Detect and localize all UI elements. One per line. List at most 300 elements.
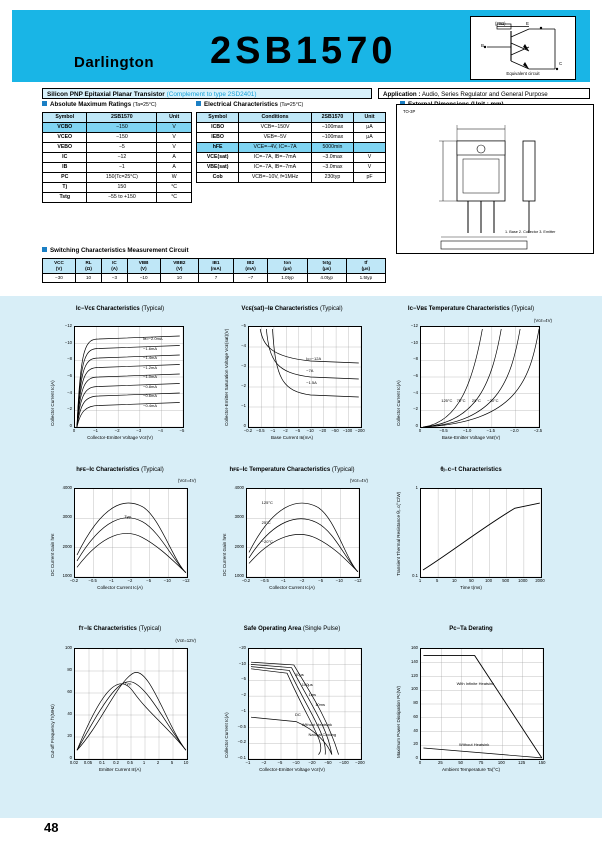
y-tick-label: −12 — [410, 323, 418, 328]
bullet-square-icon — [196, 101, 201, 106]
table-row — [197, 143, 386, 153]
x-tick-label: −100 — [342, 427, 353, 433]
table-cell: μA — [354, 123, 386, 133]
curve-label: Without Heatsink — [459, 741, 490, 747]
curve-label: 125°C — [261, 500, 273, 506]
x-tick-label: −0.5 — [260, 577, 269, 583]
table-cell: −7 — [233, 274, 268, 283]
x-tick-label: −5 — [179, 427, 185, 433]
y-tick-label: 3000 — [62, 514, 72, 520]
x-tick-label: −12 — [354, 577, 362, 583]
table-cell: pF — [354, 173, 386, 183]
y-tick-label: 20 — [67, 733, 72, 738]
x-tick-label: −0.2 — [241, 577, 251, 583]
x-tick-label: −4 — [158, 427, 163, 433]
curve-label: 100μs — [301, 682, 313, 688]
chart-title: Safe Operating Area (Single Pulse) — [243, 626, 341, 632]
x-tick-label: −2 — [299, 577, 305, 583]
chart-title: Iᴄ−Vʙᴇ Temperature Characteristics (Typical) — [407, 306, 535, 312]
curve-label: −20°C — [487, 398, 499, 403]
terminal-b-label: B — [481, 43, 484, 48]
chart-vcesat-ib — [212, 306, 372, 446]
x-tick-label: 50 — [458, 759, 463, 765]
x-axis-label: Collector Current Iᴄ(A) — [269, 585, 315, 590]
y-tick-label: 40 — [413, 727, 418, 733]
elec-note: (Ta=25°C) — [279, 102, 304, 108]
y-tick-label: −10 — [64, 339, 72, 345]
curve-label: 10μs — [295, 672, 304, 678]
plot-area — [248, 648, 362, 760]
x-tick-label: 1000 — [518, 577, 528, 583]
y-tick-label: 3000 — [234, 514, 244, 520]
table-header-cell: VBB2 (V) — [160, 259, 199, 274]
table-cell: −3.0max — [311, 163, 353, 173]
y-tick-label: 0 — [69, 755, 72, 760]
electrical-characteristics-table — [196, 112, 386, 183]
x-tick-label: −1 — [108, 577, 114, 583]
x-tick-label: −0.2 — [69, 577, 79, 583]
y-tick-label: −4 — [241, 343, 246, 348]
y-axis-label: Cut-off Frequency fᴛ(MHz) — [50, 704, 55, 758]
x-axis-label: Base-Emitter Voltage Vʙᴇ(V) — [441, 435, 501, 440]
y-tick-label: 120 — [411, 672, 418, 678]
complement-text: (Complement to type 2SD2401) — [166, 91, 257, 98]
chart-condition: (Vᴄᴇ=4V) — [349, 478, 368, 483]
y-tick-label: −4 — [67, 389, 72, 395]
y-tick-label: −10 — [410, 339, 418, 345]
y-tick-label: 1 — [415, 485, 418, 490]
bullet-square-icon — [42, 101, 47, 106]
x-tick-label: −50 — [324, 759, 332, 765]
chart-ft-ie — [40, 626, 200, 776]
curve-label: −1.6mA — [143, 345, 158, 351]
table-cell: 150(Tc=25°C) — [87, 173, 157, 183]
terminal-c-label: C — [559, 61, 563, 66]
y-axis-label: Maximum Power Dissipation Pᴄ(W) — [396, 686, 401, 758]
x-tick-label: −200 — [355, 427, 365, 433]
x-tick-label: −2.5 — [533, 427, 543, 433]
table-cell: −100max — [311, 133, 353, 143]
y-tick-label: −20 — [238, 645, 246, 650]
table-header-cell: ton (μs) — [268, 259, 307, 274]
table-cell: hFE — [197, 143, 239, 153]
x-tick-label: −2.0 — [510, 427, 519, 433]
x-tick-label: −2 — [282, 427, 288, 433]
external-dimensions-box — [396, 104, 594, 254]
table-cell: −5 — [87, 143, 157, 153]
table-cell: VCEO — [43, 133, 87, 143]
x-tick-label: 75 — [478, 759, 484, 765]
table-header-row — [43, 113, 192, 123]
plot-area — [74, 326, 184, 428]
y-axis-label: Collector Current Iᴄ(A) — [224, 712, 229, 758]
chart-title: Pᴄ−Ta Derating — [449, 626, 493, 632]
chart-hfe-ic — [40, 466, 200, 606]
x-tick-label: 1 — [418, 577, 422, 583]
curve-label: −1.0mA — [143, 374, 158, 379]
y-tick-label: −6 — [67, 373, 72, 378]
curve-label: −0.4mA — [143, 402, 158, 408]
table-cell: W — [157, 173, 192, 183]
curve-label: −7A — [306, 368, 314, 373]
y-tick-label: 0 — [415, 755, 418, 760]
x-tick-label: −1 — [93, 427, 98, 433]
y-tick-label: 2000 — [234, 543, 244, 549]
table-cell: −3 — [102, 274, 127, 283]
x-tick-label: 25 — [437, 759, 443, 765]
curve-label: 25°C — [471, 398, 481, 403]
x-tick-label: 100 — [485, 577, 493, 583]
x-tick-label: 150 — [538, 759, 546, 765]
y-tick-label: −5 — [241, 323, 246, 328]
table-cell: Tstg — [43, 193, 87, 203]
application-label: Application : — [383, 91, 421, 98]
table-cell: IC=−7A, IB=−7mA — [239, 163, 312, 173]
x-axis-label: Base Current Iʙ(mA) — [270, 435, 313, 440]
x-tick-label: −5 — [277, 759, 283, 765]
x-tick-label: −50 — [331, 427, 339, 433]
table-row — [197, 153, 386, 163]
elec-heading — [196, 101, 303, 108]
y-tick-label: −8 — [413, 356, 418, 362]
chart-title: hꜰᴇ−Iᴄ Characteristics (Typical) — [76, 467, 164, 473]
y-tick-label: −2 — [241, 383, 246, 388]
chart-condition: (Vᴄᴇ=12V) — [175, 638, 196, 643]
x-tick-label: 0.2 — [113, 759, 119, 765]
y-tick-label: 160 — [411, 645, 418, 650]
y-tick-label: 40 — [67, 711, 72, 716]
table-cell: −150 — [87, 133, 157, 143]
x-tick-label: 10 — [451, 577, 457, 583]
switching-heading — [42, 247, 189, 254]
y-tick-label: 140 — [411, 658, 418, 664]
table-cell: −12 — [87, 153, 157, 163]
curve-label: DC — [295, 711, 301, 717]
plot-area — [420, 488, 542, 578]
application-text: Audio, Series Regulator and General Purpose — [420, 91, 548, 98]
x-tick-label: −1 — [245, 759, 251, 765]
y-tick-label: 1000 — [234, 573, 244, 578]
y-tick-label: 60 — [413, 713, 418, 719]
table-cell: A — [157, 153, 192, 163]
y-tick-label: 60 — [67, 689, 72, 694]
application-bar — [378, 88, 590, 99]
chart-title: Vᴄᴇ(sat)−Iʙ Characteristics (Typical) — [241, 306, 343, 312]
chart-title: fᴛ−Iᴇ Characteristics (Typical) — [78, 626, 162, 632]
x-tick-label: −2 — [261, 759, 267, 765]
curve-label: −0.6mA — [143, 393, 158, 398]
family-label: Darlington — [74, 54, 154, 71]
chart-hfe-temp — [212, 466, 372, 606]
table-cell: VEBO — [43, 143, 87, 153]
x-tick-label: −100 — [339, 759, 349, 765]
plot-area — [420, 326, 540, 428]
bullet-square-icon — [42, 247, 47, 252]
y-tick-label: 1000 — [62, 573, 72, 578]
part-number-title: 2SB1570 — [210, 30, 397, 72]
curve-label: 75°C — [456, 398, 466, 403]
curve-label: Typ. — [124, 514, 132, 520]
table-cell: 230typ — [311, 173, 353, 183]
table-cell: ICBO — [197, 123, 239, 133]
table-cell: −100max — [311, 123, 353, 133]
pin-assignment-note: 1. Base 2. Collector 3. Emitter — [505, 230, 556, 234]
y-axis-label: Collector Current Iᴄ(A) — [396, 380, 401, 426]
table-header-cell: RL (Ω) — [75, 259, 101, 274]
x-tick-label: 5 — [435, 577, 439, 583]
y-tick-label: −0.1 — [237, 755, 246, 760]
table-row — [43, 183, 192, 193]
table-cell: −10 — [127, 274, 160, 283]
curve-label: −1.4mA — [143, 355, 158, 360]
table-row — [43, 143, 192, 153]
x-tick-label: −1.0 — [463, 427, 472, 433]
terminal-e-label: E — [526, 21, 529, 26]
table-row — [197, 163, 386, 173]
col-symbol: Symbol — [197, 113, 239, 123]
device-description-text: Silicon PNP Epitaxial Planar Transistor — [47, 91, 165, 98]
curve-label: Typ. — [124, 681, 132, 686]
x-tick-label: −20 — [319, 427, 327, 433]
x-tick-label: −10 — [335, 577, 343, 583]
table-row — [43, 173, 192, 183]
y-tick-label: −4 — [413, 389, 418, 395]
x-tick-label: −5 — [318, 577, 324, 583]
equivalent-circuit-caption: Equivalent circuit — [506, 71, 540, 76]
y-tick-label: 4000 — [62, 485, 72, 490]
table-cell: °C — [157, 183, 192, 193]
x-tick-label: 0.1 — [99, 759, 105, 765]
y-tick-label: 20 — [413, 741, 418, 747]
table-cell: V — [157, 133, 192, 143]
table-header-cell: tstg (μs) — [307, 259, 346, 274]
table-header-cell: IB1 (mA) — [199, 259, 234, 274]
y-tick-label: −10 — [238, 660, 246, 666]
page-number: 48 — [44, 820, 59, 835]
table-cell: −30 — [43, 274, 76, 283]
x-axis-label: Time t(ms) — [460, 585, 482, 590]
table-cell: V — [157, 123, 192, 133]
x-tick-label: −3 — [136, 427, 142, 433]
x-tick-label: −10 — [163, 577, 171, 583]
table-cell: IEBO — [197, 133, 239, 143]
y-tick-label: −2 — [67, 406, 72, 412]
y-axis-label: DC Current Gain hꜰᴇ — [222, 533, 227, 576]
curve-label: 125°C — [441, 398, 453, 403]
table-cell: μA — [354, 133, 386, 143]
x-axis-label: Collector-Emitter Voltage Vᴄᴇ(V) — [87, 435, 153, 440]
y-tick-label: −6 — [413, 373, 418, 378]
table-cell: VEB=−5V — [239, 133, 312, 143]
curve-label: Without Heatsink — [301, 721, 332, 727]
curve-label: Iᴄ=−12A — [306, 356, 322, 361]
y-axis-label: Collector Current Iᴄ(A) — [50, 380, 55, 426]
x-tick-label: −12 — [182, 577, 190, 583]
curve-label: Iʙ=−2.0mA — [143, 336, 163, 341]
x-tick-label: −10 — [306, 427, 314, 433]
y-tick-label: 80 — [67, 667, 72, 672]
chart-condition: (Vᴄᴇ=4V) — [533, 318, 552, 323]
table-header-cell: VBB (V) — [127, 259, 160, 274]
table-row — [43, 274, 386, 283]
x-tick-label: 100 — [497, 759, 505, 765]
table-cell: IB — [43, 163, 87, 173]
x-tick-label: 0 — [418, 427, 422, 433]
x-tick-label: −0.2 — [243, 427, 253, 433]
table-cell: PC — [43, 173, 87, 183]
curve-label: 10ms — [315, 701, 325, 707]
curve-label: With Infinite Heatsink — [456, 681, 495, 686]
y-tick-label: 80 — [413, 700, 418, 705]
device-description-bar — [42, 88, 372, 99]
x-tick-label: −1 — [280, 577, 286, 583]
x-tick-label: 0 — [72, 427, 76, 433]
absolute-maximum-ratings-table — [42, 112, 192, 203]
x-tick-label: −2 — [127, 577, 133, 583]
curve-label: 25°C — [261, 519, 271, 525]
table-cell: VCE(sat) — [197, 153, 239, 163]
table-cell: 1.0typ — [268, 274, 307, 283]
table-cell: 4.0typ — [307, 274, 346, 283]
table-row — [43, 163, 192, 173]
table-cell: V — [354, 163, 386, 173]
col-conditions: Conditions — [239, 113, 312, 123]
chart-title: hꜰᴇ−Iᴄ Temperature Characteristics (Typical) — [229, 467, 355, 473]
x-axis-label: Collector Current Iᴄ(A) — [97, 585, 143, 590]
y-tick-label: 0 — [243, 423, 246, 428]
table-header-row — [197, 113, 386, 123]
x-tick-label: −1 — [270, 427, 276, 433]
table-cell — [354, 143, 386, 153]
table-cell: −150 — [87, 123, 157, 133]
col-symbol: Symbol — [43, 113, 87, 123]
package-name-label: TO-3P — [403, 109, 416, 114]
y-axis-label: Transient Thermal Resistance θⱼ₋ᴄ(°C/W) — [396, 491, 401, 576]
equivalent-circuit-diagram — [471, 17, 575, 79]
x-tick-label: 0.02 — [69, 759, 79, 765]
x-tick-label: −2 — [114, 427, 120, 433]
package-outline-drawing — [397, 105, 593, 253]
x-tick-label: 50 — [469, 577, 474, 583]
table-cell: 7 — [199, 274, 234, 283]
x-tick-label: −0.5 — [256, 427, 265, 433]
chart-title: θⱼ₋ᴄ−t Characteristics — [440, 467, 502, 473]
table-cell: Cob — [197, 173, 239, 183]
equivalent-circuit-box — [470, 16, 576, 80]
curve-label: 1ms — [308, 692, 317, 697]
y-tick-label: 0.1 — [412, 573, 418, 578]
table-header-cell: IB2 (mA) — [233, 259, 268, 274]
plot-area — [74, 488, 188, 578]
y-tick-label: −12 — [64, 323, 72, 328]
x-axis-label: Collector-Emitter Voltage Vᴄᴇ(V) — [259, 767, 325, 772]
table-cell: 150 — [87, 183, 157, 193]
chart-ic-vce — [40, 306, 200, 446]
table-cell: IC — [43, 153, 87, 163]
chart-theta-t — [386, 466, 556, 606]
table-cell: V — [157, 143, 192, 153]
x-tick-label: 500 — [502, 577, 510, 583]
table-cell: −55 to +150 — [87, 193, 157, 203]
switching-characteristics-table — [42, 258, 386, 283]
y-tick-label: −1 — [241, 707, 246, 713]
table-cell: VCE=−4V, IC=−7A — [239, 143, 312, 153]
table-cell: VCB=−150V — [239, 123, 312, 133]
col-unit: Unit — [354, 113, 386, 123]
y-tick-label: 2000 — [62, 543, 72, 549]
x-axis-label: Emitter Current Iᴇ(A) — [98, 767, 142, 772]
table-cell: 10 — [160, 274, 199, 283]
curve-label: Natural Cooling — [308, 731, 337, 737]
table-cell: VCBO — [43, 123, 87, 133]
col-value: 2SB1570 — [311, 113, 353, 123]
abs-max-heading — [42, 101, 156, 108]
curve-label: −1.2mA — [143, 364, 158, 370]
y-tick-label: −2 — [413, 406, 418, 412]
x-tick-label: −0.5 — [439, 427, 448, 433]
table-cell: Tj — [43, 183, 87, 193]
chart-condition: (Vᴄᴇ=4V) — [177, 478, 196, 483]
y-tick-label: 100 — [411, 686, 418, 692]
plot-area — [248, 326, 362, 428]
x-tick-label: −5 — [295, 427, 301, 433]
table-cell: 1.5typ — [346, 274, 385, 283]
table-cell: 5000min — [311, 143, 353, 153]
switching-title: Switching Characteristics Measurement Circuit — [50, 247, 189, 254]
x-tick-label: −200 — [355, 759, 365, 765]
x-tick-label: −0.5 — [88, 577, 97, 583]
chart-pc-ta — [386, 626, 556, 776]
y-tick-label: −8 — [67, 356, 72, 362]
table-row — [43, 193, 192, 203]
col-value: 2SB1570 — [87, 113, 157, 123]
table-row — [43, 153, 192, 163]
table-header-cell: IC (A) — [102, 259, 127, 274]
table-cell: −3.0max — [311, 153, 353, 163]
chart-ic-vbe — [386, 306, 556, 446]
x-tick-label: 0.5 — [127, 759, 133, 765]
table-cell: V — [354, 153, 386, 163]
y-tick-label: 0 — [69, 423, 72, 428]
x-tick-label: 10 — [183, 759, 189, 765]
plot-area — [74, 648, 188, 760]
x-tick-label: −20 — [308, 759, 316, 765]
table-cell: VBE(sat) — [197, 163, 239, 173]
x-tick-label: 0.05 — [83, 759, 93, 765]
y-tick-label: 100 — [65, 645, 72, 650]
y-tick-label: 4000 — [234, 485, 244, 490]
x-tick-label: −10 — [292, 759, 300, 765]
y-axis-label: DC Current Gain hꜰᴇ — [50, 533, 55, 576]
y-tick-label: −3 — [241, 363, 246, 368]
resistor-value-label: (70Ω) — [495, 21, 506, 26]
table-row — [43, 123, 192, 133]
abs-max-note: (Ta=25°C) — [132, 102, 157, 108]
table-cell: 10 — [75, 274, 101, 283]
y-tick-label: −2 — [241, 692, 246, 698]
table-row — [43, 133, 192, 143]
y-tick-label: −5 — [241, 676, 246, 682]
x-tick-label: −5 — [146, 577, 152, 583]
table-header-cell: tf (μs) — [346, 259, 385, 274]
table-cell: VCB=−10V, f=1MHz — [239, 173, 312, 183]
x-tick-label: 1 — [142, 759, 146, 765]
x-tick-label: −1.5 — [486, 427, 495, 433]
table-row — [197, 123, 386, 133]
table-cell: −1 — [87, 163, 157, 173]
y-axis-label: Collector-Emitter Saturation Voltage Vᴄᴇ(sat)(V) — [224, 328, 229, 426]
table-header-row — [43, 259, 386, 274]
